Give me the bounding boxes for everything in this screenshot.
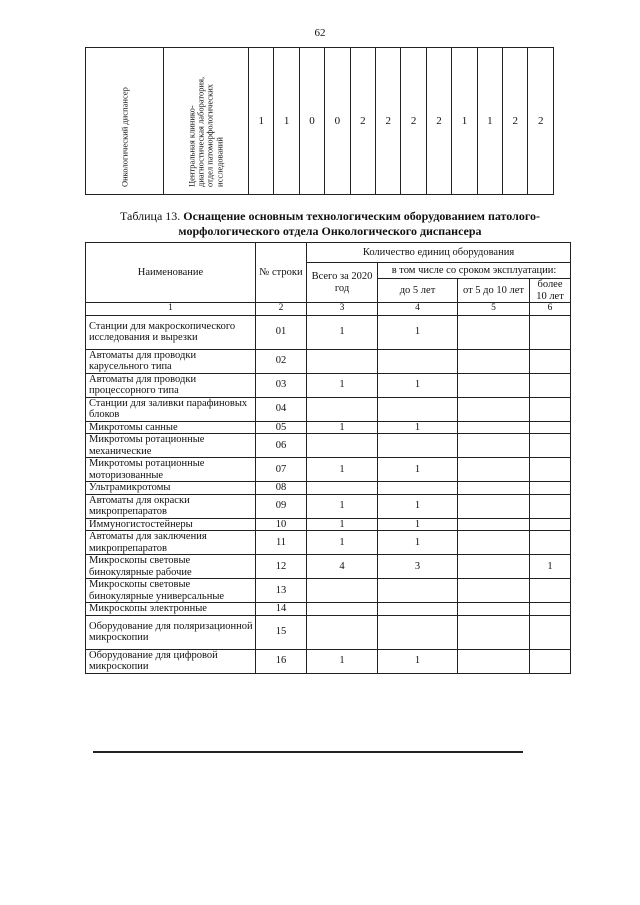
- count-up-to-5: [378, 434, 458, 458]
- count-over-10: [530, 482, 571, 495]
- count-over-10: [530, 494, 571, 518]
- count-5-to-10: [458, 555, 530, 579]
- header-by-term: в том числе со сроком эксплуатации:: [378, 263, 571, 279]
- count-5-to-10: [458, 373, 530, 397]
- row-number: 03: [256, 373, 307, 397]
- count-up-to-5: 1: [378, 531, 458, 555]
- page-number: 62: [314, 27, 326, 39]
- table-row: [86, 649, 571, 673]
- equipment-name: Автоматы для заключения микропрепаратов: [86, 531, 256, 555]
- count-5-to-10: [458, 315, 530, 349]
- count-5-to-10: [458, 603, 530, 616]
- caption-prefix: Таблица 13.: [119, 209, 184, 223]
- header-over-10: более 10 лет: [530, 279, 571, 303]
- count-up-to-5: [378, 579, 458, 603]
- table-row: [86, 482, 571, 495]
- value-cell: 0: [299, 48, 324, 195]
- col-number: 1: [86, 303, 256, 316]
- row-number: 13: [256, 579, 307, 603]
- table-row: [86, 555, 571, 579]
- row-number: 08: [256, 482, 307, 495]
- col-number: 3: [307, 303, 378, 316]
- equipment-name: Оборудование для цифровой микроскопии: [86, 649, 256, 673]
- count-5-to-10: [458, 482, 530, 495]
- count-up-to-5: [378, 482, 458, 495]
- total-count: [307, 579, 378, 603]
- equipment-name: Микроскопы световые бинокулярные рабочие: [86, 555, 256, 579]
- value-cell: 2: [401, 48, 426, 195]
- count-up-to-5: 1: [378, 421, 458, 434]
- value-cell: 1: [452, 48, 477, 195]
- table-row: [86, 579, 571, 603]
- count-over-10: [530, 373, 571, 397]
- equipment-name: Микротомы ротационные моторизованные: [86, 458, 256, 482]
- count-over-10: [530, 434, 571, 458]
- count-5-to-10: [458, 531, 530, 555]
- value-cell: 2: [528, 48, 554, 195]
- equipment-name: Автоматы для проводки карусельного типа: [86, 349, 256, 373]
- value-cell: 1: [249, 48, 274, 195]
- count-over-10: [530, 315, 571, 349]
- table-row: [86, 397, 571, 421]
- equipment-name: Ультрамикротомы: [86, 482, 256, 495]
- total-count: 1: [307, 518, 378, 531]
- count-up-to-5: 1: [378, 458, 458, 482]
- table-caption: [80, 209, 580, 239]
- count-5-to-10: [458, 434, 530, 458]
- count-over-10: [530, 649, 571, 673]
- equipment-name: Микроскопы электронные: [86, 603, 256, 616]
- equipment-name: Микротомы санные: [86, 421, 256, 434]
- header-row-no: № строки: [256, 243, 307, 303]
- continuation-table: [85, 47, 554, 195]
- row-number: 16: [256, 649, 307, 673]
- table-row: [86, 603, 571, 616]
- value-cell: 2: [426, 48, 451, 195]
- count-up-to-5: [378, 603, 458, 616]
- col-number: 5: [458, 303, 530, 316]
- total-count: 1: [307, 494, 378, 518]
- count-up-to-5: 1: [378, 649, 458, 673]
- count-over-10: [530, 397, 571, 421]
- table-row: [86, 518, 571, 531]
- equipment-name: Микроскопы световые бинокулярные универсальные: [86, 579, 256, 603]
- count-5-to-10: [458, 518, 530, 531]
- count-5-to-10: [458, 458, 530, 482]
- total-count: [307, 482, 378, 495]
- row-number: 02: [256, 349, 307, 373]
- header-up-to-5: до 5 лет: [378, 279, 458, 303]
- caption-title: Оснащение основным технологическим оборудованием патолого-морфологического отдела Онкологического диспансера: [178, 209, 541, 238]
- value-cell: 1: [477, 48, 502, 195]
- table-row: [86, 531, 571, 555]
- count-up-to-5: 1: [378, 518, 458, 531]
- count-over-10: [530, 518, 571, 531]
- count-up-to-5: 1: [378, 373, 458, 397]
- header-name: Наименование: [86, 243, 256, 303]
- total-count: [307, 615, 378, 649]
- count-5-to-10: [458, 615, 530, 649]
- table-row: [86, 458, 571, 482]
- count-over-10: 1: [530, 555, 571, 579]
- count-5-to-10: [458, 579, 530, 603]
- total-count: 1: [307, 649, 378, 673]
- table-row: [86, 615, 571, 649]
- count-5-to-10: [458, 397, 530, 421]
- total-count: [307, 434, 378, 458]
- table-row: [86, 373, 571, 397]
- total-count: 1: [307, 315, 378, 349]
- table-row: [86, 349, 571, 373]
- row-number: 05: [256, 421, 307, 434]
- row-number: 09: [256, 494, 307, 518]
- value-cell: 2: [503, 48, 528, 195]
- bottom-rule: [93, 751, 523, 753]
- row-number: 14: [256, 603, 307, 616]
- value-cell: 0: [325, 48, 350, 195]
- count-up-to-5: 1: [378, 494, 458, 518]
- count-over-10: [530, 615, 571, 649]
- row-number: 11: [256, 531, 307, 555]
- count-over-10: [530, 531, 571, 555]
- count-5-to-10: [458, 494, 530, 518]
- col-number: 2: [256, 303, 307, 316]
- value-cell: 1: [274, 48, 299, 195]
- count-up-to-5: 1: [378, 315, 458, 349]
- count-over-10: [530, 458, 571, 482]
- total-count: 1: [307, 531, 378, 555]
- row-number: 12: [256, 555, 307, 579]
- equipment-name: Автоматы для проводки процессорного типа: [86, 373, 256, 397]
- total-count: 1: [307, 373, 378, 397]
- row-number: 10: [256, 518, 307, 531]
- table-row: [86, 494, 571, 518]
- department-name: Центральная клинико-диагностическая лаборатория, отдел патоморфологических исследований: [186, 76, 225, 187]
- table-row: [86, 315, 571, 349]
- value-cell: 2: [350, 48, 375, 195]
- count-5-to-10: [458, 649, 530, 673]
- count-over-10: [530, 579, 571, 603]
- header-5-to-10: от 5 до 10 лет: [458, 279, 530, 303]
- count-5-to-10: [458, 421, 530, 434]
- count-up-to-5: [378, 349, 458, 373]
- department-cell: [164, 48, 249, 195]
- equipment-name: Оборудование для поляризационной микроскопии: [86, 615, 256, 649]
- header-quantity: Количество единиц оборудования: [307, 243, 571, 263]
- row-number: 06: [256, 434, 307, 458]
- equipment-name: Станции для заливки парафиновых блоков: [86, 397, 256, 421]
- total-count: 1: [307, 458, 378, 482]
- total-count: [307, 603, 378, 616]
- header-total: Всего за 2020 год: [307, 263, 378, 303]
- row-number: 04: [256, 397, 307, 421]
- count-up-to-5: [378, 397, 458, 421]
- equipment-name: Автоматы для окраски микропрепаратов: [86, 494, 256, 518]
- count-over-10: [530, 603, 571, 616]
- row-number: 15: [256, 615, 307, 649]
- total-count: [307, 349, 378, 373]
- equipment-name: Иммуногистостейнеры: [86, 518, 256, 531]
- count-up-to-5: [378, 615, 458, 649]
- count-5-to-10: [458, 349, 530, 373]
- equipment-table: [85, 242, 571, 674]
- table-row: [86, 421, 571, 434]
- total-count: 1: [307, 421, 378, 434]
- table-row: [86, 434, 571, 458]
- row-number: 07: [256, 458, 307, 482]
- col-number: 4: [378, 303, 458, 316]
- count-over-10: [530, 421, 571, 434]
- total-count: 4: [307, 555, 378, 579]
- equipment-name: Станции для макроскопического исследования и вырезки: [86, 315, 256, 349]
- row-number: 01: [256, 315, 307, 349]
- org-name: Онкологический диспансер: [118, 87, 129, 187]
- equipment-name: Микротомы ротационные механические: [86, 434, 256, 458]
- org-cell: [86, 48, 164, 195]
- value-cell: 2: [376, 48, 401, 195]
- count-over-10: [530, 349, 571, 373]
- count-up-to-5: 3: [378, 555, 458, 579]
- col-number: 6: [530, 303, 571, 316]
- total-count: [307, 397, 378, 421]
